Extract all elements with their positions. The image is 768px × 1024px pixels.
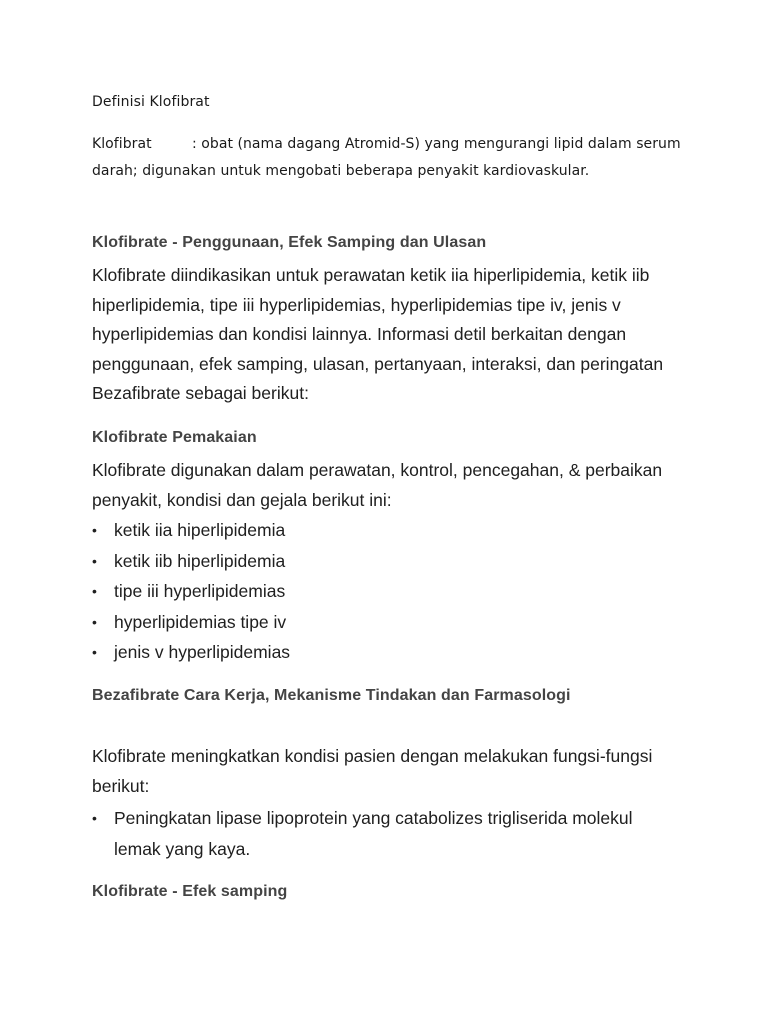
section-paragraph-mechanism: Klofibrate meningkatkan kondisi pasien dengan melakukan fungsi-fungsi berikut: (92, 746, 653, 796)
bullet-icon: • (92, 552, 97, 569)
list-item-text: tipe iii hyperlipidemias (114, 581, 286, 601)
list-item (92, 546, 684, 577)
definition-text: : obat (nama dagang Atromid-S) yang mengurangi lipid dalam serum darah; digunakan untuk mengobati beberapa penyakit kardiovaskular. (92, 136, 681, 179)
section-heading-usage-review: Klofibrate - Penggunaan, Efek Samping dan Ulasan (92, 234, 487, 251)
list-item-text: jenis v hyperlipidemias (114, 642, 291, 662)
list-item (92, 803, 684, 864)
bullet-icon: • (92, 644, 97, 660)
list-item-text: ketik iib hiperlipidemia (114, 550, 286, 571)
list-item-text: hyperlipidemias tipe iv (114, 611, 287, 632)
document-title: Definisi Klofibrat (92, 94, 210, 110)
bullet-icon: • (92, 522, 97, 538)
section-heading-mechanism: Bezafibrate Cara Kerja, Mekanisme Tindakan dan Farmasologi (92, 687, 571, 704)
section-paragraph-usage: Klofibrate digunakan dalam perawatan, kontrol, pencegahan, & perbaikan penyakit, kondisi dan gejala berikut ini: (92, 460, 663, 510)
list-item (92, 607, 684, 638)
section-heading-usage: Klofibrate Pemakaian (92, 429, 257, 446)
list-item (92, 637, 684, 668)
bullet-icon: • (92, 810, 97, 826)
usage-bullet-list (92, 515, 684, 668)
bullet-icon: • (92, 613, 97, 630)
definition-paragraph (92, 131, 692, 185)
list-item-text: Peningkatan lipase lipoprotein yang catabolizes trigliserida molekul lemak yang kaya. (114, 808, 633, 859)
bullet-icon: • (92, 583, 97, 599)
list-item (92, 576, 684, 607)
list-item (92, 515, 684, 546)
mechanism-bullet-list (92, 803, 684, 864)
section-heading-side-effects: Klofibrate - Efek samping (92, 883, 288, 900)
list-item-text: ketik iia hiperlipidemia (114, 520, 286, 540)
section-paragraph-indications: Klofibrate diindikasikan untuk perawatan ketik iia hiperlipidemia, ketik iib hiperlipidemia, tipe iii hyperlipidemias, hyperlipidemias tipe iv, jenis v hyperlipidemias dan kondisi lainnya. Informasi detil berkaitan dengan penggunaan, efek samping, ulasan, pertanyaan, interaksi, dan peringatan Bezafibrate sebagai berikut: (92, 265, 664, 403)
definition-term: Klofibrat (92, 136, 152, 152)
